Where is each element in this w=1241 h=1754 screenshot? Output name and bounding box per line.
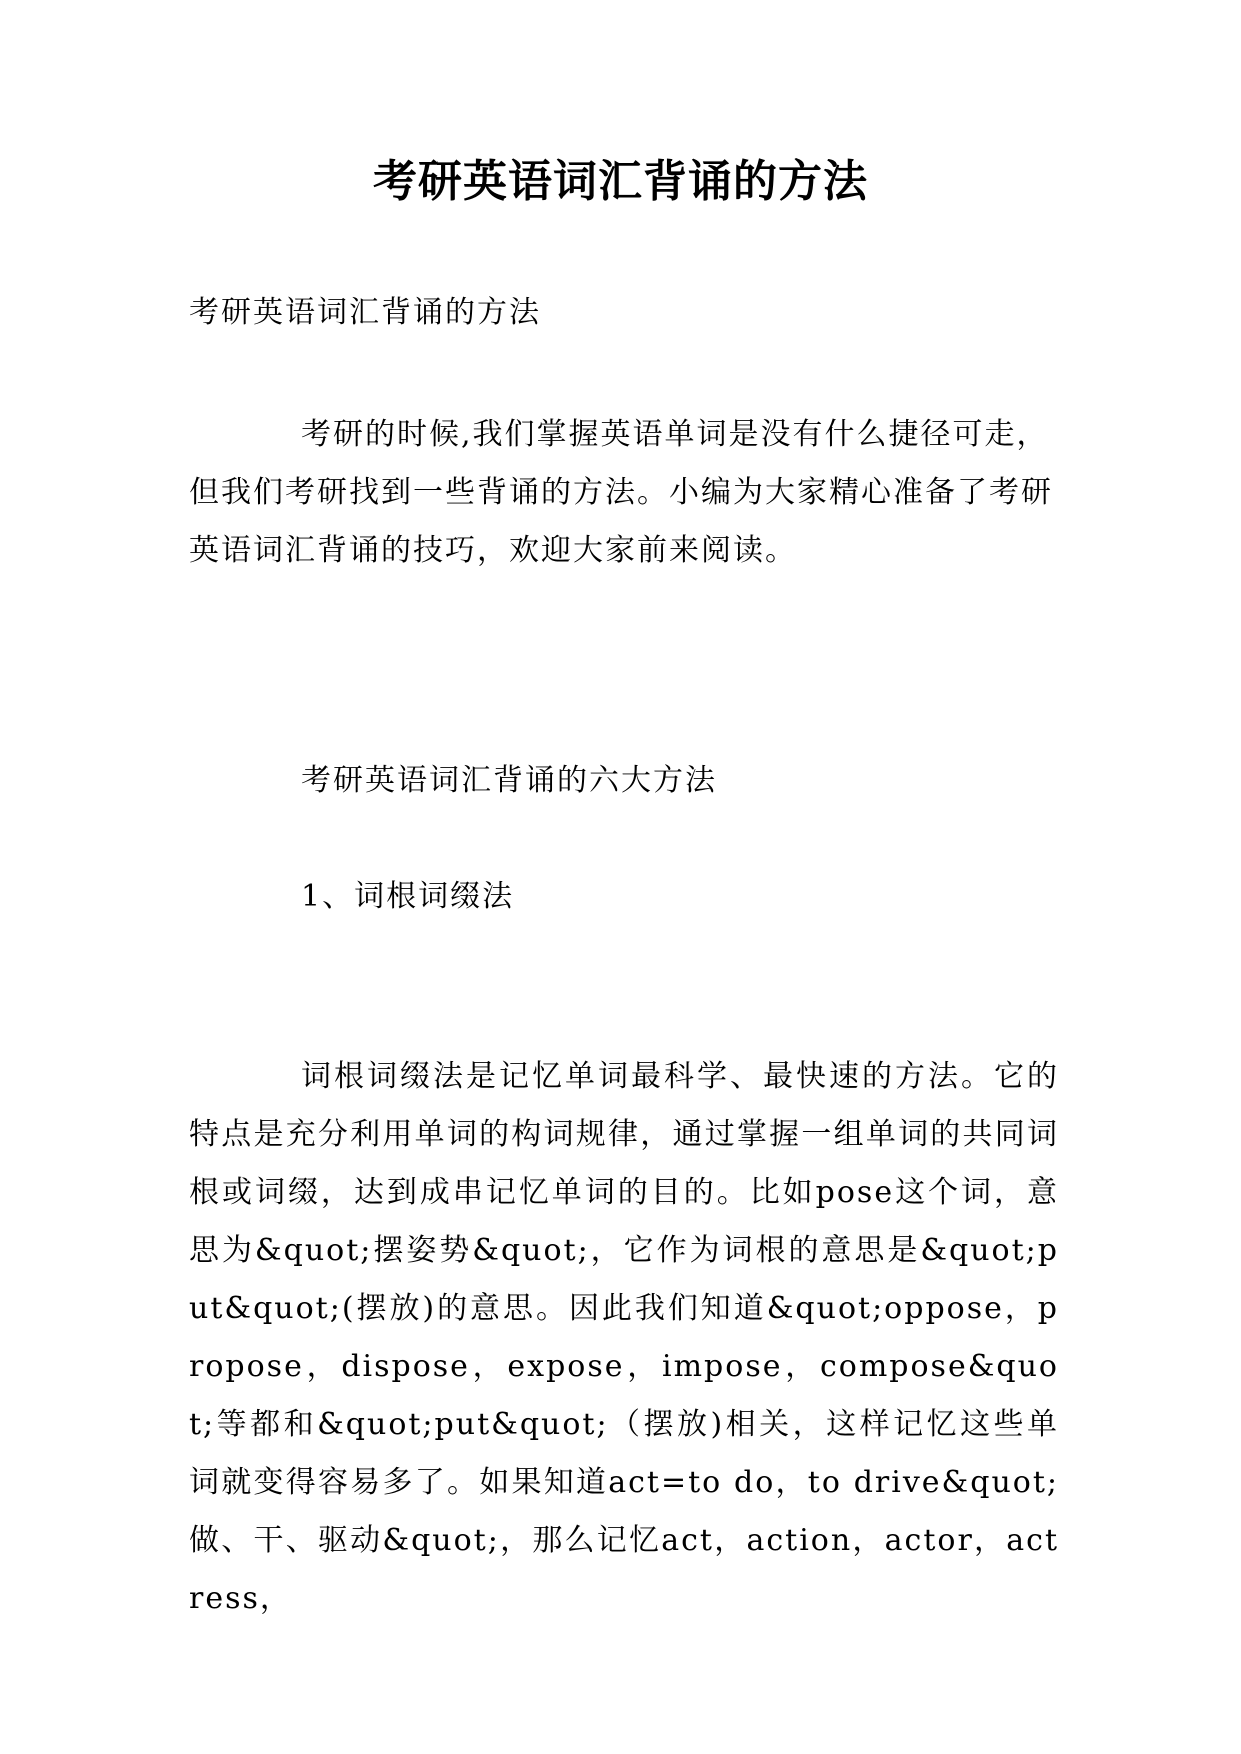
intro-paragraph: 考研的时候,我们掌握英语单词是没有什么捷径可走，但我们考研找到一些背诵的方法。小编为大家精心准备了考研英语词汇背诵的技巧，欢迎大家前来阅读。 — [189, 417, 1053, 568]
method-1-heading: 1、词根词缀法 — [301, 879, 515, 914]
document-subtitle: 考研英语词汇背诵的方法 — [189, 295, 541, 330]
section-heading: 考研英语词汇背诵的六大方法 — [301, 763, 717, 798]
method-1-paragraph: 词根词缀法是记忆单词最科学、最快速的方法。它的特点是充分利用单词的构词规律，通过掌握一组单词的共同词根或词缀，达到成串记忆单词的目的。比如pose这个词，意思为&quot;摆姿势&quot;，它作为词根的意思是&quot;put&quot;(摆放)的意思。因此我们知道&quot;oppose，propose，dispose，expose，impose，compose&quot;等都和&quot;put&quot;（摆放)相关，这样记忆这些单词就变得容易多了。如果知道act=to do，to drive&quot;做、干、驱动&quot;，那么记忆act，action，actor，actress， — [189, 1059, 1059, 1616]
document-title: 考研英语词汇背诵的方法 — [373, 156, 868, 207]
